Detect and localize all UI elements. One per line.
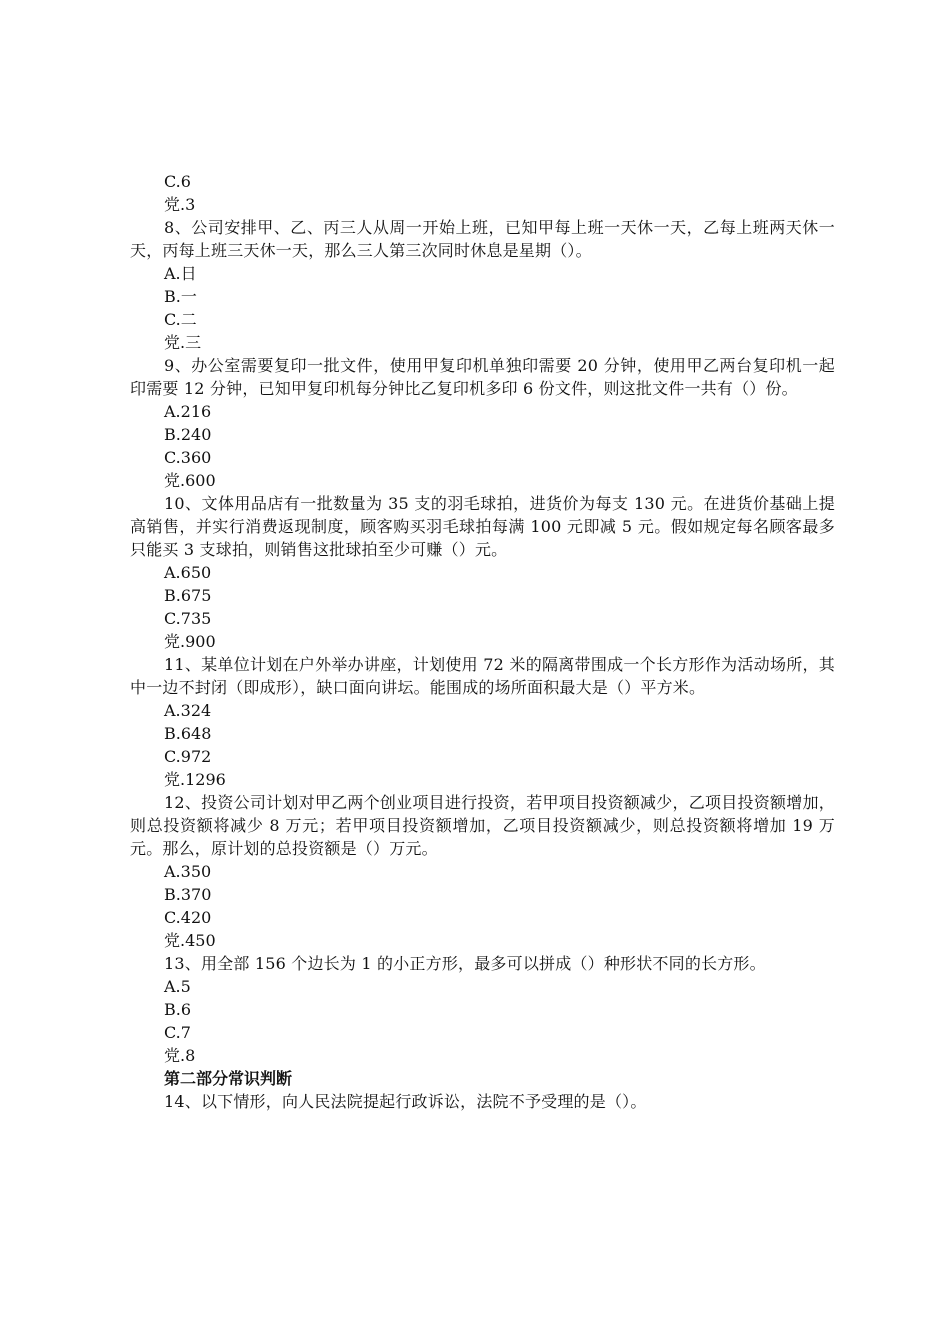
option-item: B.6 (164, 1000, 192, 1019)
question-block (130, 791, 835, 952)
option-item: C.360 (164, 448, 212, 467)
option-item: B.675 (164, 586, 212, 605)
option-item: B.370 (164, 885, 212, 904)
question-block (130, 354, 835, 492)
option-item: C.7 (164, 1023, 191, 1042)
section-heading: 第二部分常识判断 (164, 1069, 293, 1088)
question-text: 13、用全部 156 个边长为 1 的小正方形，最多可以拼成（）种形状不同的长方形。 (164, 954, 766, 973)
question-block (130, 952, 835, 1067)
question-block (130, 653, 835, 791)
option-item: A.650 (164, 563, 212, 582)
option-item: 党.600 (164, 471, 216, 490)
option-item: A.350 (164, 862, 212, 881)
option-item: A.日 (164, 264, 197, 283)
option-item: C.420 (164, 908, 212, 927)
option-item: A.216 (164, 402, 212, 421)
option-item: 党.450 (164, 931, 216, 950)
option-item: B.648 (164, 724, 212, 743)
question-text: 12、投资公司计划对甲乙两个创业项目进行投资，若甲项目投资额减少，乙项目投资额增加，则总投资额将减少 8 万元；若甲项目投资额增加，乙项目投资额减少，则总投资额将增加 19 万元。那么，原计划的总投资额是（）万元。 (130, 793, 835, 858)
option-item: 党.三 (164, 333, 202, 352)
question-text: 11、某单位计划在户外举办讲座，计划使用 72 米的隔离带围成一个长方形作为活动场所，其中一边不封闭（即成形），缺口面向讲坛。能围成的场所面积最大是（）平方米。 (130, 655, 835, 697)
question-text: 9、办公室需要复印一批文件，使用甲复印机单独印需要 20 分钟，使用甲乙两台复印机一起印需要 12 分钟，已知甲复印机每分钟比乙复印机多印 6 份文件，则这批文件一共有（）份。 (130, 356, 835, 398)
option-item: 党.900 (164, 632, 216, 651)
option-item: 党.8 (164, 1046, 196, 1065)
option-item: A.5 (164, 977, 191, 996)
option-item: B.240 (164, 425, 212, 444)
option-item: C.6 (164, 172, 191, 191)
option-item: C.735 (164, 609, 212, 628)
question-block (130, 492, 835, 653)
option-item: 党.1296 (164, 770, 226, 789)
question-text: 14、以下情形，向人民法院提起行政诉讼，法院不予受理的是（）。 (164, 1092, 647, 1111)
option-item: A.324 (164, 701, 212, 720)
question-text: 8、公司安排甲、乙、丙三人从周一开始上班，已知甲每上班一天休一天，乙每上班两天休一天，丙每上班三天休一天，那么三人第三次同时休息是星期（）。 (130, 218, 835, 260)
option-item: C.二 (164, 310, 197, 329)
question-block (130, 216, 835, 354)
option-item: C.972 (164, 747, 212, 766)
option-item: 党.3 (164, 195, 196, 214)
document-content (130, 170, 835, 1113)
question-text: 10、文体用品店有一批数量为 35 支的羽毛球拍，进货价为每支 130 元。在进货价基础上提高销售，并实行消费返现制度，顾客购买羽毛球拍每满 100 元即减 5 元。假如规定每名顾客最多只能买 3 支球拍，则销售这批球拍至少可赚（）元。 (130, 494, 835, 559)
option-item: B.一 (164, 287, 197, 306)
